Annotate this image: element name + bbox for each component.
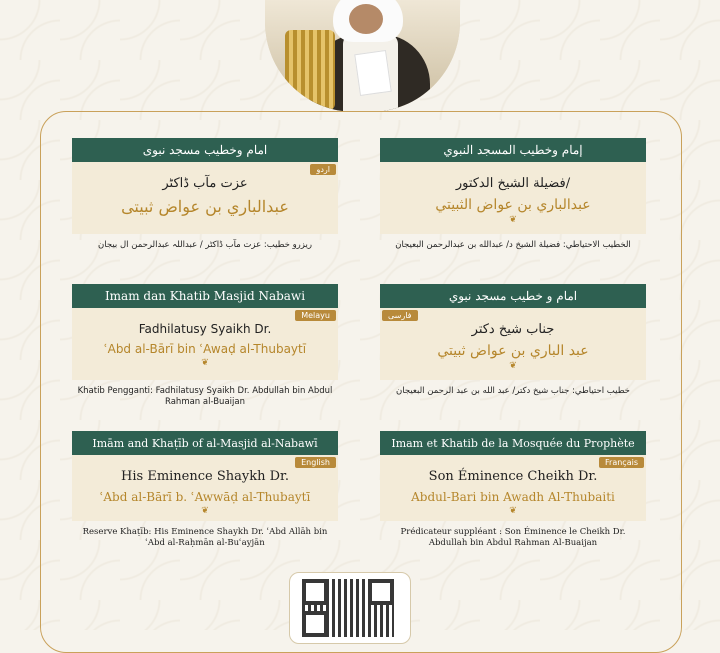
card-name: عبد الباري بن عواض ثبيتي [437,343,589,359]
card-honorific: عزت مآب ڈاکٹر [162,176,248,191]
qr-code-box[interactable] [289,572,411,644]
ornament-icon: ❦ [201,506,209,516]
card-footer: Prédicateur suppléant : Son Éminence le Cheikh Dr. Abdullah bin Abdul Rahman Al-Buaijan [400,527,626,548]
card-name: Abdul-Bari bin Awadh Al-Thubaiti [411,490,615,504]
card-footer: Reserve Khaṭīb: His Eminence Shaykh Dr. ʿAbd Allāh bin ʿAbd al-Raḥmān al-Buʿayjān [82,527,328,548]
language-badge: Français [599,457,644,468]
card-title: Imam dan Khatib Masjid Nabawi [72,284,338,308]
card-english [72,431,338,549]
card-urdu [72,138,338,251]
card-name: عبدالباري بن عواض ثبیتی [121,197,289,216]
language-badge: اردو [310,164,336,175]
ornament-icon: ❦ [509,506,517,516]
card-title: إمام وخطيب المسجد النبوي [380,138,646,162]
card-title: Imām and Khaṭīb of al-Masjid al-Nabawī [72,431,338,455]
card-honorific: جناب شيخ دكتر [471,322,555,337]
card-honorific: Son Éminence Cheikh Dr. [428,469,598,484]
imam-photo [265,0,460,112]
card-persian [380,284,646,397]
card-title: امام وخطیب مسجد نبوی [72,138,338,162]
card-name: ʿAbd al-Bārī bin ʿAwaḍ al-Thubaytī [103,342,307,356]
card-french [380,431,646,549]
card-footer: الخطيب الاحتياطي: فضيلة الشيخ د/ عبدالله بن عبدالرحمن البعيجان [395,240,631,250]
card-title: Imam et Khatib de la Mosquée du Prophète [380,431,646,455]
card-footer: Khatib Pengganti: Fadhilatusy Syaikh Dr. Abdullah bin Abdul Rahman al-Buaijan [77,386,333,407]
card-honorific: فضيلة الشيخ الدكتور/ [455,176,571,191]
ornament-icon: ❦ [509,361,517,371]
qr-code-icon [302,579,394,637]
language-badge: English [295,457,336,468]
ornament-icon: ❦ [509,215,517,225]
ornament-icon: ❦ [201,358,209,368]
card-footer: خطيب احتياطي: جناب شيخ دكتر/ عبد الله بن عبد الرحمن البعيجان [396,386,630,396]
card-name: ʿAbd al-Bārī b. ʿAwwāḍ al-Thubaytī [99,490,311,504]
card-arabic [380,138,646,251]
card-name: عبدالباري بن عواض الثبيتي [435,197,591,213]
card-honorific: Fadhilatusy Syaikh Dr. [138,322,272,336]
card-honorific: His Eminence Shaykh Dr. [121,469,289,484]
card-footer: ریزرو خطیب: عزت مآب ڈاکٹر / عبداللہ عبدالرحمن ال بیجان [98,240,312,250]
microphones [285,30,335,110]
card-title: امام و خطيب مسجد نبوي [380,284,646,308]
language-badge: Melayu [295,310,336,321]
language-badge: فارسی [382,310,418,321]
card-malay [72,284,338,408]
